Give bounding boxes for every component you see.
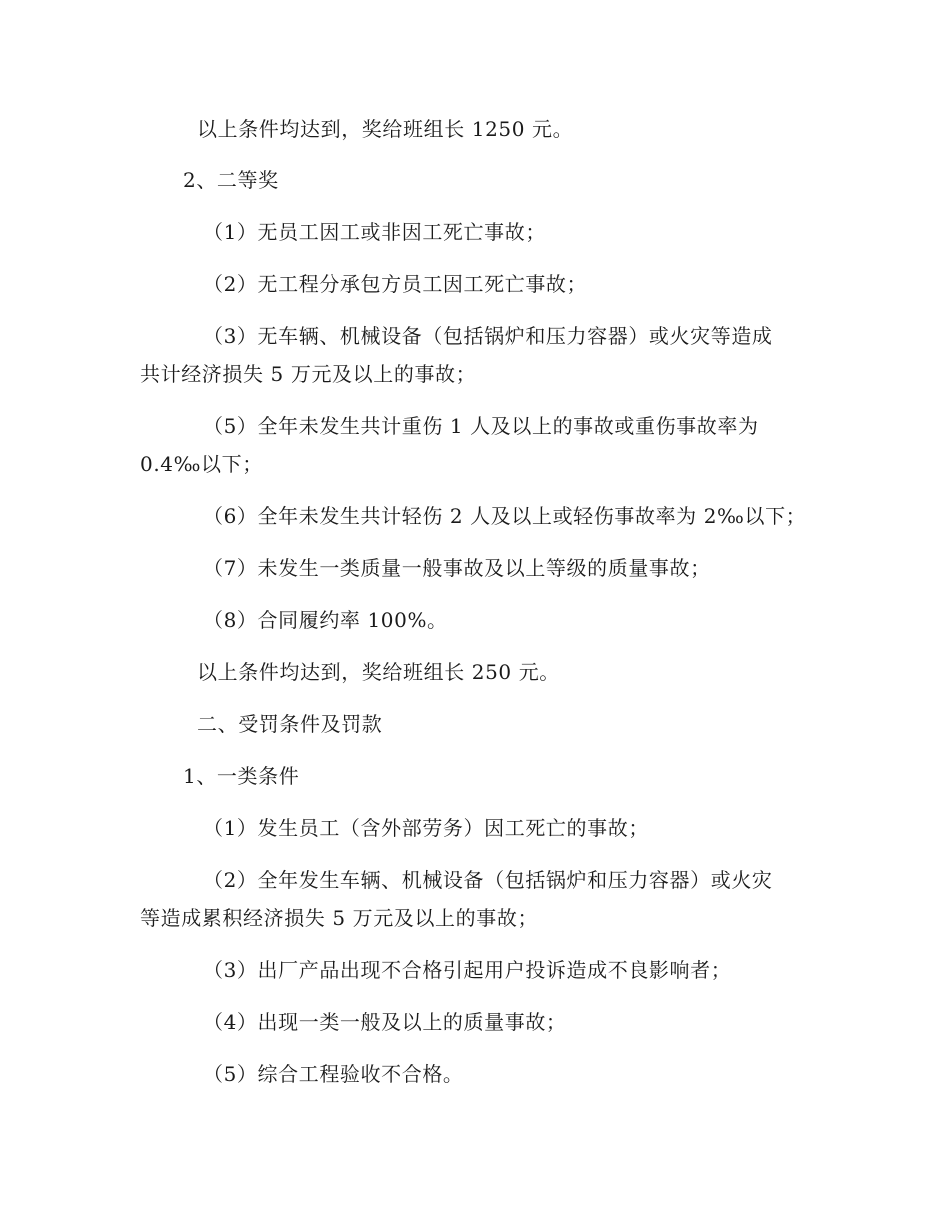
second-prize-item-5-cont: 0.4‰以下； [140, 452, 263, 476]
penalty-item-2-cont: 等造成累积经济损失 5 万元及以上的事故； [140, 906, 539, 930]
penalty-section-heading: 二、受罚条件及罚款 [197, 712, 383, 736]
second-prize-item-1: （1）无员工因工或非因工死亡事故； [203, 220, 546, 244]
award-condition-second: 以上条件均达到，奖给班组长 250 元。 [197, 660, 560, 684]
penalty-item-5: （5）综合工程验收不合格。 [203, 1062, 464, 1086]
second-prize-item-2: （2）无工程分承包方员工因工死亡事故； [203, 272, 588, 296]
award-condition-first: 以上条件均达到，奖给班组长 1250 元。 [197, 117, 574, 141]
second-prize-item-3: （3）无车辆、机械设备（包括锅炉和压力容器）或火灾等造成 [203, 324, 773, 348]
second-prize-item-3-cont: 共计经济损失 5 万元及以上的事故； [140, 362, 477, 386]
penalty-item-1: （1）发生员工（含外部劳务）因工死亡的事故； [203, 816, 649, 840]
class-one-conditions-heading: 1、一类条件 [183, 764, 300, 788]
penalty-item-3: （3）出厂产品出现不合格引起用户投诉造成不良影响者； [203, 958, 732, 982]
penalty-item-2: （2）全年发生车辆、机械设备（包括锅炉和压力容器）或火灾 [203, 868, 773, 892]
penalty-item-4: （4）出现一类一般及以上的质量事故； [203, 1010, 567, 1034]
second-prize-item-7: （7）未发生一类质量一般事故及以上等级的质量事故； [203, 556, 711, 580]
second-prize-item-5: （5）全年未发生共计重伤 1 人及以上的事故或重伤事故率为 [203, 414, 759, 438]
second-prize-heading: 2、二等奖 [183, 168, 279, 192]
second-prize-item-6: （6）全年未发生共计轻伤 2 人及以上或轻伤事故率为 2‰以下； [203, 504, 807, 528]
second-prize-item-8: （8）合同履约率 100%。 [203, 608, 448, 632]
